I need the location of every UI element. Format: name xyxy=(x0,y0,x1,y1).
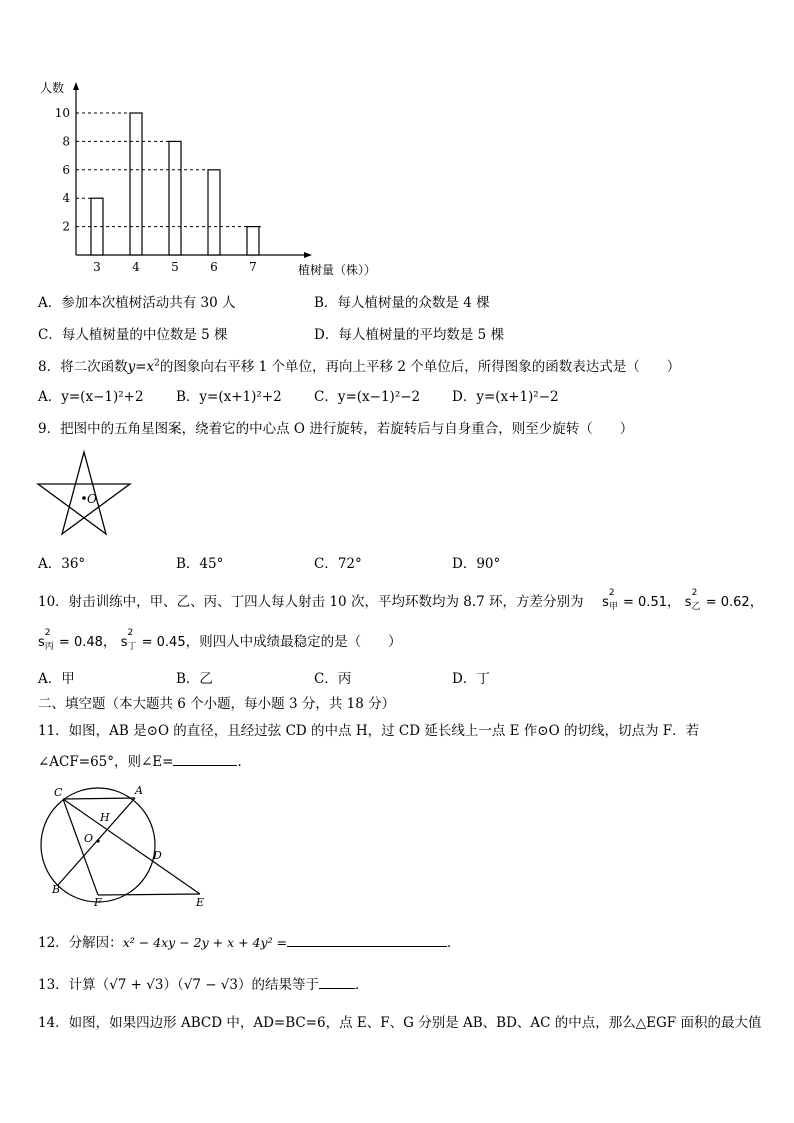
y-tick-label: 8 xyxy=(62,134,70,149)
x-tick-label: 4 xyxy=(132,260,140,274)
q13-expression-1: √7 + √3 xyxy=(109,977,164,993)
star-center-label: O xyxy=(87,492,97,506)
bar xyxy=(169,141,181,255)
q8-option-d: D．y=(x+1)²−2 xyxy=(452,389,559,405)
q8-suffix: 的图象向右平移 1 个单位，再向上平移 2 个单位后，所得图象的函数表达式是（ ） xyxy=(159,359,681,375)
q8-function: y=x xyxy=(127,359,155,375)
q11-line2-text: ∠ACF=65°，则∠E= xyxy=(38,754,174,770)
y-axis-label: 人数 xyxy=(40,81,65,95)
label-b: B xyxy=(52,883,61,896)
bar xyxy=(247,227,259,255)
q9-question: 9．把图中的五角星图案，绕着它的中心点 O 进行旋转，若旋转后与自身重合，则至少旋转（ ） xyxy=(38,421,634,437)
circle-figure xyxy=(34,782,216,910)
q8-option-b: B．y=(x+1)²+2 xyxy=(176,389,282,405)
q10-option-d: D．丁 xyxy=(452,671,490,687)
star-figure xyxy=(36,448,132,540)
q7-option-c: C．每人植树量的中位数是 5 棵 xyxy=(38,327,228,343)
x-axis-label: 植树量（株）） xyxy=(298,263,377,277)
star-center-point xyxy=(82,496,86,500)
label-c: C xyxy=(54,786,63,799)
label-d: D xyxy=(153,849,162,862)
label-a: A xyxy=(135,784,143,797)
q10-option-a: A．甲 xyxy=(38,671,75,687)
y-tick-label: 2 xyxy=(62,219,70,234)
q12-expression: x² − 4xy − 2y + x + 4y² = xyxy=(122,935,288,950)
label-e: E xyxy=(196,896,205,909)
y-tick-label: 4 xyxy=(62,191,70,206)
q13-prefix: 13．计算（ xyxy=(38,977,110,993)
q14-question: 14．如图，如果四边形 ABCD 中，AD=BC=6，点 E、F、G 分别是 AB、BD、AC 的中点，那么△EGF 面积的最大值 xyxy=(38,1015,762,1031)
label-o: O xyxy=(84,832,94,845)
q12-question: 12．分解因：x² − 4xy − 2y + x + 4y² = ． xyxy=(38,935,461,951)
label-f: F xyxy=(94,896,102,909)
x-tick-label: 3 xyxy=(93,260,101,274)
q8-option-a: A．y=(x−1)²+2 xyxy=(38,389,144,405)
q11-question-line1: 11．如图，AB 是⊙O 的直径，且经过弦 CD 的中点 H，过 CD 延长线上一点 E 作⊙O 的切线，切点为 F．若 xyxy=(38,723,700,739)
q9-option-a: A．36° xyxy=(38,556,86,572)
q7-bar-chart xyxy=(30,78,410,283)
y-tick-label: 6 xyxy=(62,162,70,177)
bar xyxy=(208,170,220,255)
bar xyxy=(130,113,142,255)
q13-answer-blank[interactable] xyxy=(319,988,355,989)
x-tick-label: 6 xyxy=(210,260,218,274)
q9-option-b: B．45° xyxy=(176,556,224,572)
q8-exponent: 2 xyxy=(154,358,160,369)
y-tick-label: 10 xyxy=(54,106,70,120)
x-tick-label: 5 xyxy=(171,260,179,274)
variance-bing: s 2 丙 = 0.48 xyxy=(38,628,103,652)
q11-question-line2: ∠ACF=65°，则∠E= ． xyxy=(38,754,251,770)
q10-line2-suffix: ，则四人中成绩最稳定的是（ ） xyxy=(185,634,402,650)
section-heading: 二、填空题（本大题共 6 个小题，每小题 3 分，共 18 分） xyxy=(38,696,396,712)
q13-question: 13．计算（√7 + √3）（√7 − √3）的结果等于 ． xyxy=(38,977,369,993)
y-axis-arrow xyxy=(73,82,79,90)
q10-question-line1: 10．射击训练中，甲、乙、丙、丁四人每人射击 10 次，平均环数均为 8.7 环，方差分别为 s 2 甲 = 0.51， s 2 乙 = 0.62， xyxy=(38,588,764,612)
variance-yi: s 2 乙 = 0.62 xyxy=(684,588,750,612)
q11-answer-blank[interactable] xyxy=(173,765,237,766)
x-axis-arrow xyxy=(304,252,312,258)
q12-prefix: 12．分解因： xyxy=(38,935,123,951)
q13-expression-2: √7 − √3 xyxy=(183,977,238,993)
q8-prefix: 8．将二次函数 xyxy=(38,359,128,375)
q9-option-c: C．72° xyxy=(314,556,362,572)
q7-option-d: D．每人植树量的平均数是 5 棵 xyxy=(314,327,504,343)
center-o-point xyxy=(96,839,99,842)
q12-answer-blank[interactable] xyxy=(287,946,447,947)
q8-question xyxy=(38,355,680,375)
variance-jia: s 2 甲 = 0.51 xyxy=(602,588,667,612)
q13-suffix: ）的结果等于 xyxy=(238,977,319,993)
q10-option-b: B．乙 xyxy=(176,671,213,687)
q10-question-line2: s 2 丙 = 0.48， s 2 丁 = 0.45，则四人中成绩最稳定的是（ ） xyxy=(38,628,402,652)
q10-option-c: C．丙 xyxy=(314,671,352,687)
q10-line1-text: 10．射击训练中，甲、乙、丙、丁四人每人射击 10 次，平均环数均为 8.7 环，方差分别为 xyxy=(38,594,584,610)
q13-mid: ）（ xyxy=(163,977,184,993)
q8-option-c: C．y=(x−1)²−2 xyxy=(314,389,421,405)
variance-ding: s 2 丁 = 0.45 xyxy=(120,628,186,652)
x-tick-label: 7 xyxy=(249,260,257,274)
q9-option-d: D．90° xyxy=(452,556,501,572)
label-h: H xyxy=(100,811,110,824)
q7-option-a: A．参加本次植树活动共有 30 人 xyxy=(38,295,236,311)
q7-option-b: B．每人植树量的众数是 4 棵 xyxy=(314,295,490,311)
